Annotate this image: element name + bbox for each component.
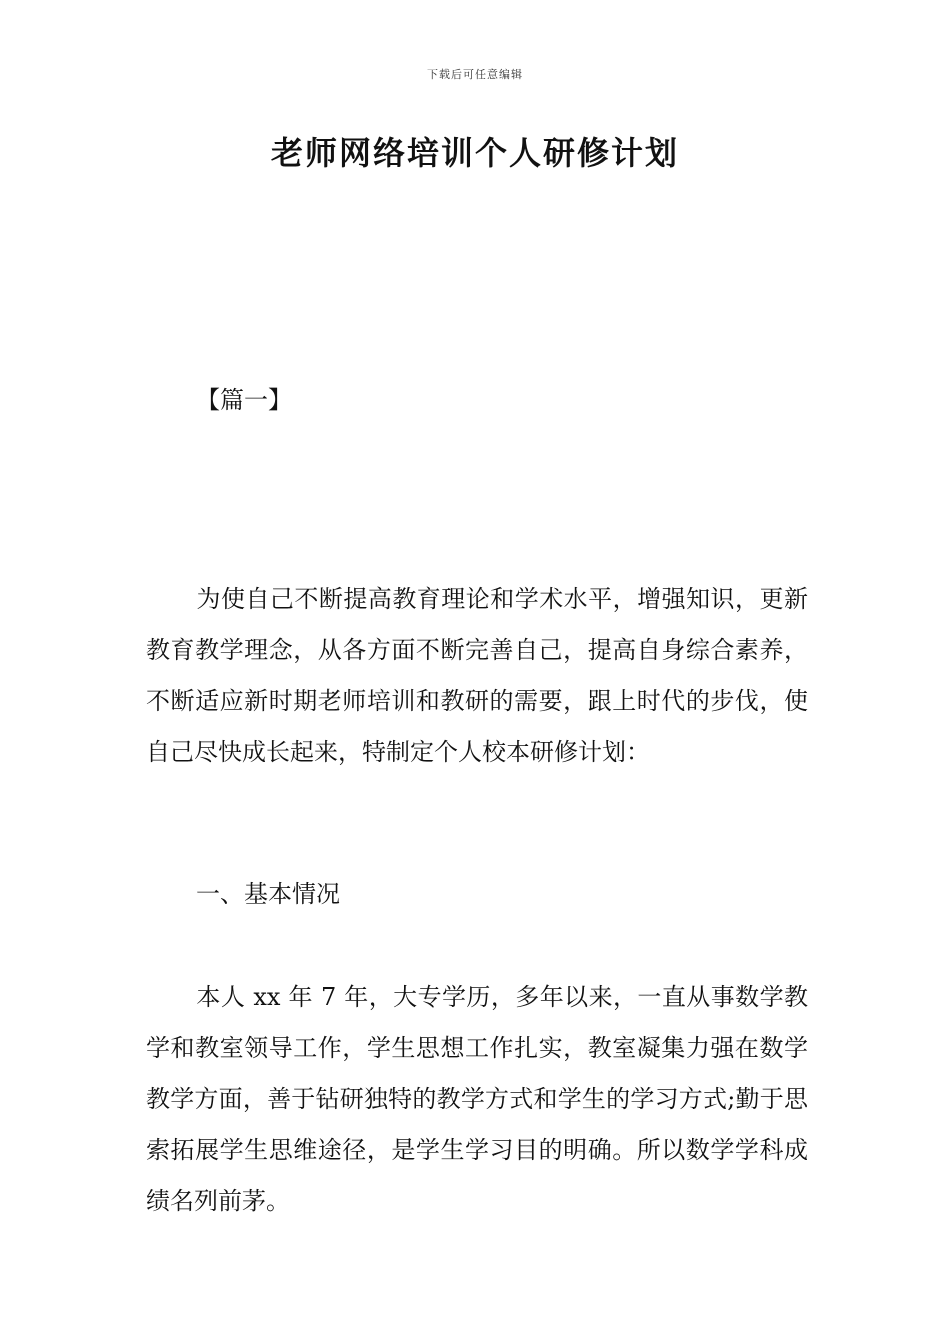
document-title: 老师网络培训个人研修计划 [270,134,679,172]
basic-info-paragraph [146,972,808,1227]
header-note: 下载后可任意编辑 [427,68,523,81]
basic-info-paragraph-text: 本人 xx 年 7 年，大专学历，多年以来，一直从事数学教学和教室领导工作，学生思想工作扎实，教室凝集力强在数学教学方面，善于钻研独特的教学方式和学生的学习方式;勤于思索拓展学生思维途径，是学生学习目的明确。所以数学学科成绩名列前茅。 [146,983,808,1215]
intro-paragraph-text: 为使自己不断提高教育理论和学术水平，增强知识，更新教育教学理念，从各方面不断完善自己，提高自身综合素养，不断适应新时期老师培训和教研的需要，跟上时代的步伐，使自己尽快成长起来，特制定个人校本研修计划： [146,585,808,766]
intro-paragraph [146,574,808,778]
section-marker: 【篇一】 [196,386,292,414]
section-heading-basic-info: 一、基本情况 [196,880,340,908]
